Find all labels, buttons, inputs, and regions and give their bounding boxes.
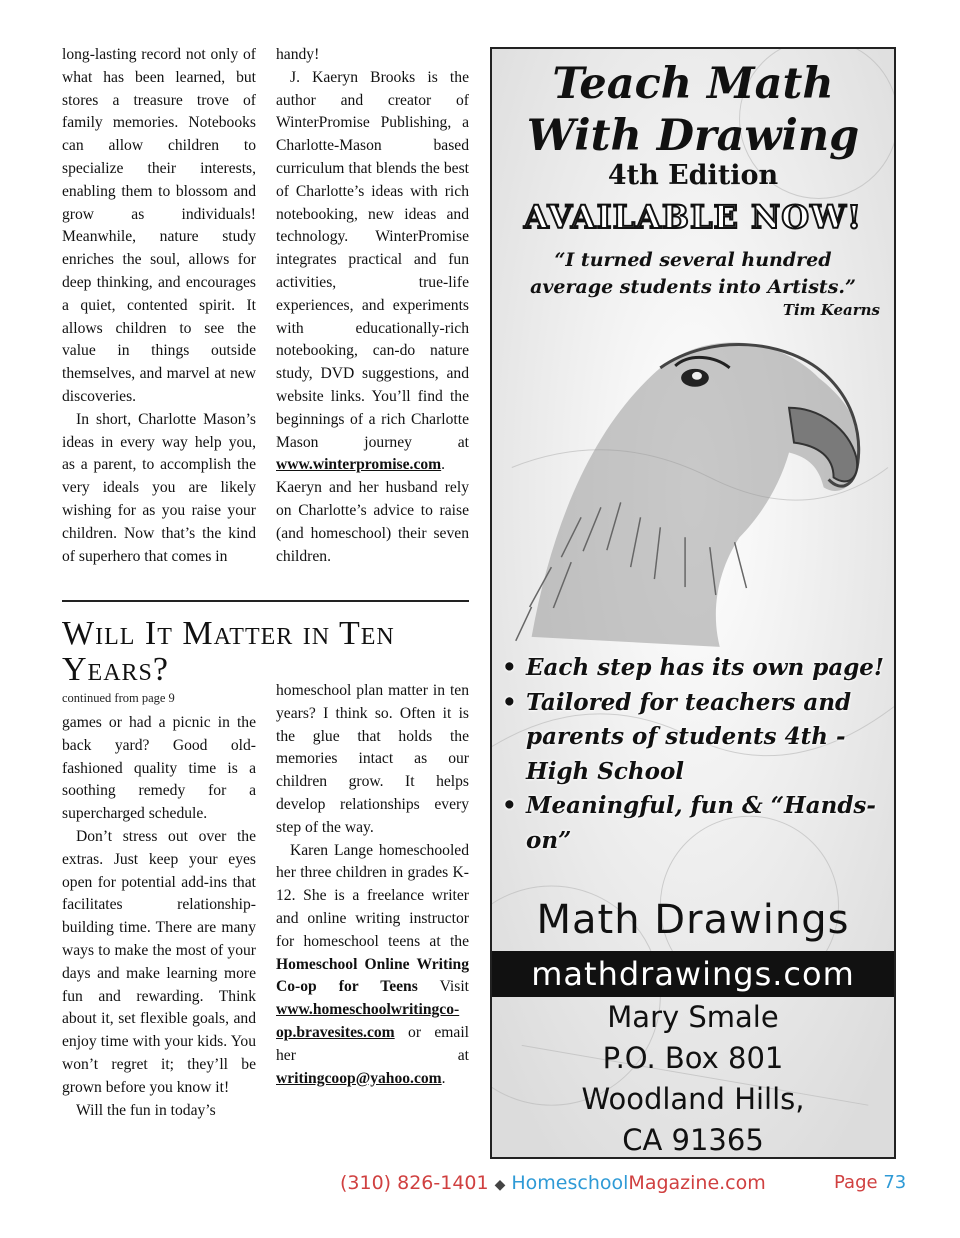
paragraph: Don’t stress out over the extras. Just keep your eyes open for potential add-ins that facilitates relationship-building time. There are many ways to make the most of your days and make learning more fun and rewarding. Think about it, set flexible goals, and enjoy time with your kids. You won’t regret it; they’ll be grown before you know it! [62,827,256,1096]
page-number-value: 73 [883,1172,907,1193]
address-line: Woodland Hills, [581,1082,805,1116]
ad-available-now: AVAILABLE NOW! [523,198,863,236]
visit-text: Visit [439,978,469,996]
paragraph: Will the fun in today’s [76,1101,216,1119]
quote-line-1: “I turned several hundred [554,249,832,271]
ad-brand: Math Drawings [536,897,850,943]
or-email-text: or email her at [276,1023,469,1064]
bullet-item: • Meaningful, fun & “Hands-on” [502,789,892,858]
footer-site-part-1: Homeschool [511,1172,629,1194]
address-line: Mary Smale [607,1000,779,1034]
footer-phone: (310) 826-1401 [340,1172,489,1194]
quote-author: Tim Kearns [782,301,880,319]
paragraph: long-lasting record not only of what has been learned, but stores a treasure trove of family memories. Notebooks can allow children to specialize their interests, enabling them to blossom and grow as individuals! Meanwhile, nature study enriches the soul, allows for deep thinking, and encourages a quiet, contented spirit. It allows children to see the value in things outside themselves, and marvel at new discoveries. [62,46,256,405]
article-column-2 [276,44,469,568]
continued-note: continued from page 9 [62,691,175,705]
article-column-3 [62,712,256,1122]
address-line: CA 91365 [622,1123,764,1157]
ad-title-line-2: With Drawing [526,111,860,161]
period: . [441,1069,446,1087]
writing-coop-link[interactable]: www.homeschoolwritingco-op.bravesites.com [276,1001,460,1041]
bio-text: J. Kaeryn Brooks is the author and creator of WinterPromise Publishing, a Charlotte-Mason based curriculum that blends the best of Charlotte’s ideas with rich notebooking, new ideas and technology. WinterPromise integrates practical and fun activities, true-life experiences, and experiments with educationally-rich notebooking, can-do nature study, DVD suggestions, and website links. You’ll find the beginnings of a rich Charlotte Mason journey at [276,68,469,451]
bullet-item: • Each step has its own page! [502,651,892,686]
address-line: P.O. Box 801 [602,1041,784,1075]
ad-url-link[interactable]: mathdrawings.com [492,951,894,997]
page-label: Page [834,1172,878,1193]
winterpromise-link[interactable]: www.winterpromise.com [276,456,442,474]
paragraph: handy! [276,46,320,63]
math-drawings-ad [490,47,896,1159]
page-number [834,1172,906,1193]
article-column-4 [276,680,469,1090]
paragraph: In short, Charlotte Mason’s ideas in every way help you, as a parent, to accomplish the very ideals you are likely wishing for as you raise your children. Now that’s the kind of superhero that comes in [62,410,256,565]
ad-address [492,997,894,1159]
ad-title-line-1: Teach Math [552,59,834,109]
paragraph: homeschool plan matter in ten years? I think so. Often it is the glue that holds the memories intact as our children grow. It helps develop relationships every step of the way. [276,682,469,836]
author-bio [276,840,469,1091]
footer-site-part-2: Magazine.com [628,1172,766,1194]
section-divider [62,600,469,602]
writing-coop-name: Homeschool Online Writing Co-op for Teens [276,955,469,996]
bio-text-end: . Kaeryn and her husband rely on Charlotte’s advice to raise (and homeschool) their seven children. [276,456,469,565]
quote-line-2: average students into Artists.” [530,276,856,298]
author-bio [276,67,469,569]
article-headline: Will It Matter in Ten Years? [62,615,395,688]
email-link[interactable]: writingcoop@yahoo.com [276,1069,442,1087]
bio-text: Karen Lange homeschooled her three children in grades K-12. She is a freelance writer and online writing instructor for homeschool teens at the [276,841,469,950]
paragraph: games or had a picnic in the back yard? Good old-fashioned quality time is a soothing remedy for a supercharged schedule. [62,714,256,823]
ad-bullet-list [502,651,892,858]
page-footer [340,1172,766,1194]
ad-testimonial [492,247,894,301]
article-column-1 [62,44,256,568]
bullet-item: • Tailored for teachers and parents of students 4th - High School [502,686,892,790]
ad-edition: 4th Edition [607,160,779,191]
diamond-icon: ◆ [494,1177,506,1193]
